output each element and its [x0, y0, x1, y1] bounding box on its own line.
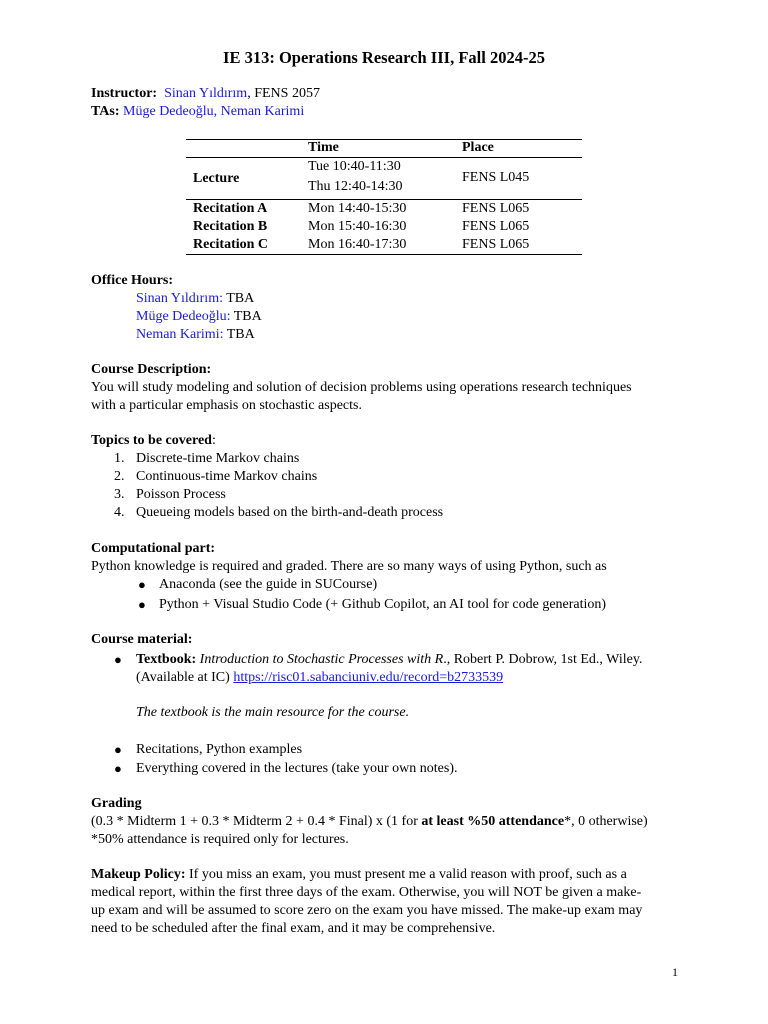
bullet-icon: ● — [138, 597, 146, 612]
office-hours-name[interactable]: Neman Karimi — [136, 327, 220, 342]
lecture-time-2: Thu 12:40-14:30 — [308, 179, 403, 194]
ta-2-name[interactable]: Neman Karimi — [220, 104, 305, 119]
table-bottom-rule — [186, 254, 582, 255]
textbook-availability — [136, 669, 503, 687]
recitation-c-label: Recitation C — [193, 237, 269, 252]
makeup-text: If you miss an exam, you must present me a valid reason with proof, such as a — [185, 867, 627, 882]
instructor-label: Instructor: — [91, 86, 158, 101]
lecture-place: FENS L045 — [462, 170, 530, 185]
office-hours-value: TBA — [226, 327, 255, 342]
page-title: IE 313: Operations Research III, Fall 2024-25 — [223, 48, 545, 67]
topic-item — [114, 450, 299, 468]
description-line: with a particular emphasis on stochastic aspects. — [91, 398, 362, 413]
office-hours-sep: : — [226, 309, 234, 324]
library-record-link[interactable]: https://risc01.sabanciuniv.edu/record=b2733539 — [233, 670, 504, 685]
textbook-details: ., Robert P. Dobrow, 1st Ed., Wiley. — [443, 652, 643, 667]
bullet-icon: ● — [114, 761, 122, 776]
computational-item: Anaconda (see the guide in SUCourse) — [159, 577, 378, 592]
office-hours-item — [136, 326, 255, 344]
office-hours-name[interactable]: Sinan Yıldırım — [136, 291, 220, 306]
instructor-office: , FENS 2057 — [247, 86, 320, 101]
topic-text: Poisson Process — [136, 487, 226, 502]
grading-heading: Grading — [91, 796, 142, 811]
office-hours-item — [136, 308, 262, 326]
topics-heading-colon: : — [211, 433, 216, 448]
topic-text: Queueing models based on the birth-and-death process — [136, 505, 444, 520]
grading-attendance-requirement: at least %50 attendance — [421, 814, 565, 829]
recitation-b-place: FENS L065 — [462, 219, 530, 234]
topic-item — [114, 486, 226, 504]
computational-item: Python + Visual Studio Code (+ Github Copilot, an AI tool for code generation) — [159, 597, 607, 612]
tas-label: TAs: — [91, 104, 120, 119]
availability-text: (Available at IC) — [136, 670, 234, 685]
office-hours-name[interactable]: Müge Dedeoğlu — [136, 309, 227, 324]
page-number: 1 — [672, 965, 678, 979]
office-hours-item — [136, 290, 254, 308]
recitation-c-place: FENS L065 — [462, 237, 530, 252]
makeup-line: up exam and will be assumed to score zero on the exam you have missed. The make-up exam may — [91, 903, 643, 918]
topic-item — [114, 468, 317, 486]
lecture-time-1: Tue 10:40-11:30 — [308, 159, 401, 174]
makeup-line: need to be scheduled after the final exam, and it may be comprehensive. — [91, 921, 496, 936]
bullet-icon: ● — [114, 742, 122, 757]
header-time: Time — [308, 140, 339, 155]
office-hours-value: TBA — [233, 309, 262, 324]
office-hours-heading: Office Hours: — [91, 273, 174, 288]
topic-text: Discrete-time Markov chains — [136, 451, 300, 466]
office-hours-sep: : — [219, 327, 227, 342]
grading-formula-text: (0.3 * Midterm 1 + 0.3 * Midterm 2 + 0.4 * Final) x (1 for — [91, 814, 422, 829]
table-top-rule — [186, 139, 582, 140]
grading-note: *50% attendance is required only for lectures. — [91, 832, 349, 847]
topic-number: 4. — [114, 505, 125, 520]
recitation-a-label: Recitation A — [193, 201, 268, 216]
recitation-a-place: FENS L065 — [462, 201, 530, 216]
makeup-line — [91, 866, 627, 884]
ta-separator: , — [213, 104, 221, 119]
header-place: Place — [462, 140, 494, 155]
bullet-icon: ● — [114, 652, 122, 667]
recitation-b-label: Recitation B — [193, 219, 268, 234]
instructor-name[interactable]: Sinan Yıldırım — [164, 86, 248, 101]
grading-formula-tail: *, 0 otherwise) — [564, 814, 648, 829]
textbook-line — [136, 651, 642, 669]
material-item: Recitations, Python examples — [136, 742, 303, 757]
topic-number: 3. — [114, 487, 125, 502]
textbook-title: Introduction to Stochastic Processes with R — [199, 652, 444, 667]
topic-item — [114, 504, 443, 522]
topics-heading — [91, 432, 216, 450]
topic-number: 2. — [114, 469, 125, 484]
computational-heading: Computational part: — [91, 541, 216, 556]
recitation-b-time: Mon 15:40-16:30 — [308, 219, 407, 234]
material-heading: Course material: — [91, 632, 193, 647]
office-hours-value: TBA — [226, 291, 255, 306]
textbook-label: Textbook: — [136, 652, 197, 667]
makeup-line: medical report, within the first three days of the exam. Otherwise, you will NOT be given a make- — [91, 885, 642, 900]
material-item: Everything covered in the lectures (take your own notes). — [136, 761, 458, 776]
computational-line: Python knowledge is required and graded. There are so many ways of using Python, such as — [91, 559, 607, 574]
topic-number: 1. — [114, 451, 125, 466]
recitation-a-time: Mon 14:40-15:30 — [308, 201, 407, 216]
description-line: You will study modeling and solution of decision problems using operations research techniques — [91, 380, 632, 395]
description-heading: Course Description: — [91, 362, 212, 377]
recitation-c-time: Mon 16:40-17:30 — [308, 237, 407, 252]
grading-formula — [91, 813, 648, 831]
tas-line — [91, 103, 304, 121]
instructor-line — [91, 85, 320, 103]
lecture-label: Lecture — [193, 171, 240, 186]
ta-1-name[interactable]: Müge Dedeoğlu — [123, 104, 214, 119]
office-hours-sep: : — [219, 291, 227, 306]
topic-text: Continuous-time Markov chains — [136, 469, 318, 484]
topics-heading-label: Topics to be covered — [91, 433, 212, 448]
makeup-heading: Makeup Policy: — [91, 867, 186, 882]
textbook-note: The textbook is the main resource for the course. — [136, 705, 410, 720]
bullet-icon: ● — [138, 577, 146, 592]
